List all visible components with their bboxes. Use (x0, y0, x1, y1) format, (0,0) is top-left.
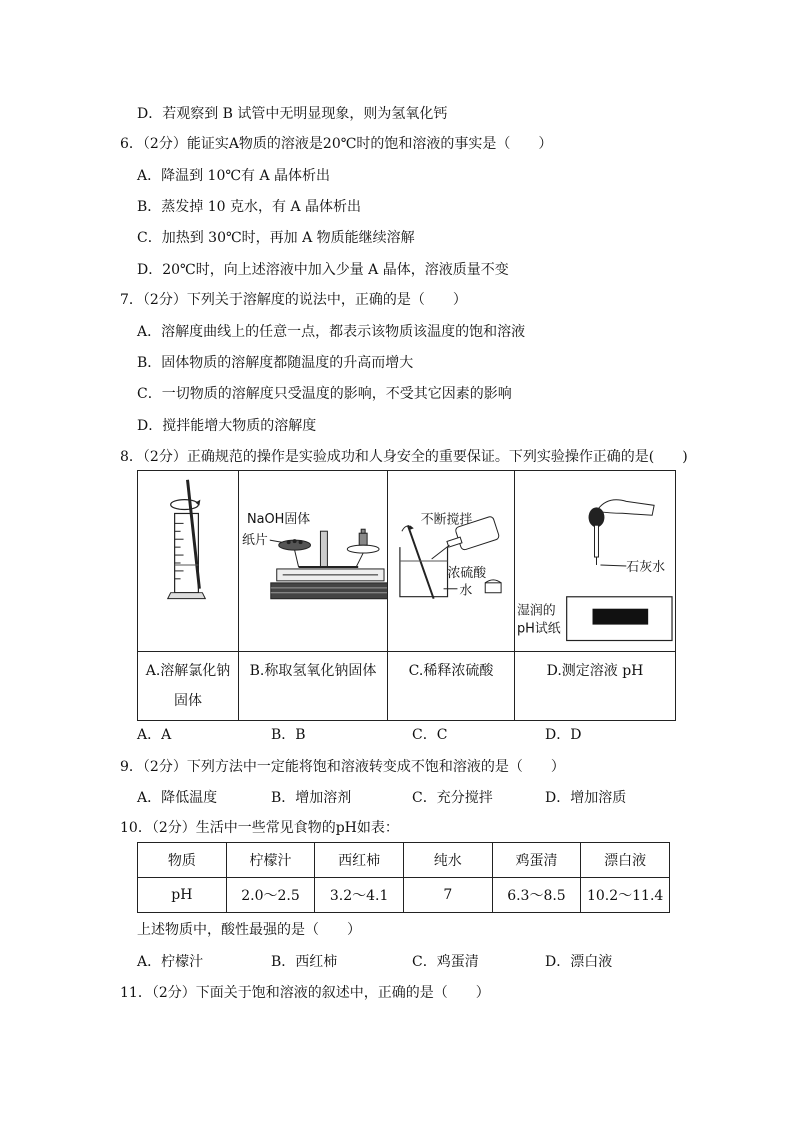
label-wet: 湿润的 (516, 603, 556, 619)
q6-option-c: C．加热到 30℃时，再加 A 物质能继续溶解 (137, 230, 415, 246)
ph-table-header-row (138, 843, 670, 878)
ph-value-cell: 10.2～11.4 (581, 878, 670, 913)
graduated-cylinder-illustration (138, 471, 238, 651)
figure-b-cell (239, 471, 388, 652)
q9-option-c: C．充分搅拌 (412, 790, 493, 806)
ph-header-cell: 物质 (138, 843, 227, 878)
ph-value-cell: 3.2～4.1 (315, 878, 404, 913)
q8-option-a: A．A (137, 727, 172, 743)
label-limewater: 石灰水 (626, 559, 666, 575)
ph-table-value-row (138, 878, 670, 913)
ph-value-cell: 2.0～2.5 (226, 878, 315, 913)
q10-option-a: A．柠檬汁 (137, 954, 204, 970)
q9-option-d: D．增加溶质 (545, 790, 627, 806)
q10-option-d: D．漂白液 (545, 954, 613, 970)
ph-value-cell: pH (138, 878, 227, 913)
ph-table (137, 842, 670, 913)
label-paper: 纸片 (241, 533, 268, 549)
q8-stem: 8．（2分）正确规范的操作是实验成功和人身安全的重要保证。下列实验操作正确的是( ) (120, 449, 688, 465)
q10-stem: 10．（2分）生活中一些常见食物的pH如表： (120, 820, 399, 836)
q7-option-d: D．搅拌能增大物质的溶解度 (137, 418, 317, 434)
ph-header-cell: 西红柿 (315, 843, 404, 878)
label-stir: 不断搅拌 (420, 512, 473, 528)
q10-option-b: B．西红柿 (271, 954, 338, 970)
q7-option-c: C．一切物质的溶解度只受温度的影响，不受其它因素的影响 (137, 386, 512, 402)
caption-a-line1: A.溶解氯化钠 (145, 663, 231, 679)
q10-option-c: C．鸡蛋清 (412, 954, 479, 970)
label-ph-paper: pH试纸 (516, 621, 561, 637)
caption-d: D.测定溶液 pH (515, 652, 676, 721)
ph-test-illustration (515, 471, 675, 651)
dilution-illustration (388, 471, 514, 651)
ph-value-cell: 6.3～8.5 (492, 878, 581, 913)
caption-b: B.称取氢氧化钠固体 (239, 652, 388, 721)
figure-c-cell (388, 471, 515, 652)
q6-stem: 6．（2分）能证实A物质的溶液是20℃时的饱和溶液的事实是（ ） (120, 136, 553, 152)
figure-a-cell (138, 471, 239, 652)
q8-option-c: C．C (412, 727, 448, 743)
q7-option-a: A．溶解度曲线上的任意一点，都表示该物质该温度的饱和溶液 (137, 324, 526, 340)
caption-a (138, 652, 239, 721)
q11-stem: 11．（2分）下面关于饱和溶液的叙述中，正确的是（ ） (120, 985, 490, 1001)
q10-question: 上述物质中，酸性最强的是（ ） (137, 922, 361, 938)
ph-header-cell: 漂白液 (581, 843, 670, 878)
q8-option-d: D．D (545, 727, 582, 743)
q9-option-a: A．降低温度 (137, 790, 218, 806)
caption-c: C.稀释浓硫酸 (388, 652, 515, 721)
q6-option-a: A．降温到 10℃有 A 晶体析出 (137, 168, 331, 184)
figure-d-cell (515, 471, 676, 652)
caption-a-line2: 固体 (174, 693, 202, 709)
q8-option-b: B．B (271, 727, 306, 743)
q8-figure-table (137, 470, 676, 721)
label-water: 水 (459, 583, 473, 599)
q7-option-b: B．固体物质的溶解度都随温度的升高而增大 (137, 355, 414, 371)
q9-stem: 9．（2分）下列方法中一定能将饱和溶液转变成不饱和溶液的是（ ） (120, 759, 565, 775)
label-conc-acid: 浓硫酸 (447, 565, 487, 581)
ph-value-cell: 7 (403, 878, 492, 913)
q7-stem: 7．（2分）下列关于溶解度的说法中，正确的是（ ） (120, 292, 467, 308)
q5-option-d: D．若观察到 B 试管中无明显现象，则为氢氧化钙 (137, 106, 448, 122)
q9-option-b: B．增加溶剂 (271, 790, 352, 806)
q6-option-d: D．20℃时，向上述溶液中加入少量 A 晶体，溶液质量不变 (137, 262, 509, 278)
balance-illustration (239, 471, 387, 651)
label-naoh: NaOH固体 (246, 512, 311, 528)
ph-header-cell: 鸡蛋清 (492, 843, 581, 878)
q6-option-b: B．蒸发掉 10 克水，有 A 晶体析出 (137, 199, 362, 215)
ph-header-cell: 纯水 (403, 843, 492, 878)
ph-header-cell: 柠檬汁 (226, 843, 315, 878)
